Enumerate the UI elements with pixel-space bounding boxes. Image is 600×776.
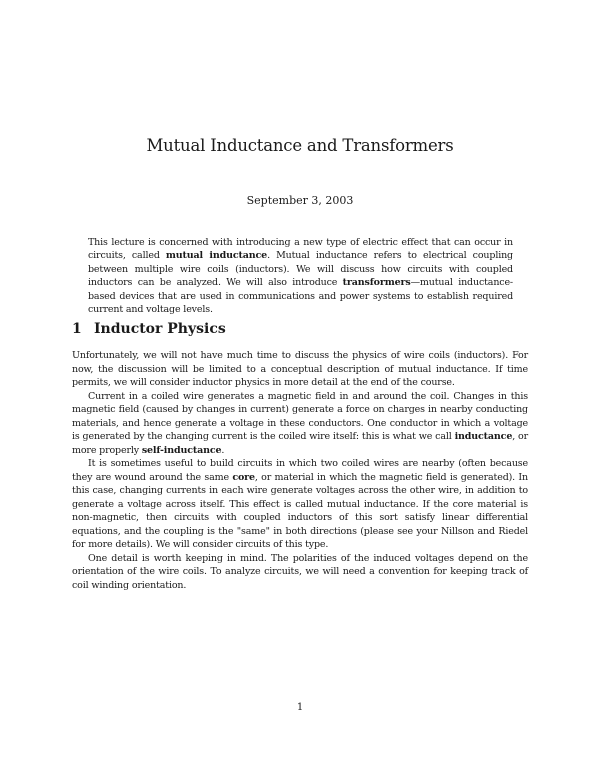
paragraph-3-text-2: , or material in which the magnetic field is generated). In this case, changing currents in each wire generate voltages across the other wire, in addition to generate a voltage across itself. This effect is called mutual inductance. If the core material is non-magnetic, then circuits with coupled inductors of this sort satisfy linear differential equations, and the coupling is the "same" in both directions (please see your Nillson and Riedel for more details). We will consider circuits of this type. [72,471,528,550]
paragraph-1: Unfortunately, we will not have much time to discuss the physics of wire coils (inductors). For now, the discussion will be limited to a conceptual description of mutual inductance. If time permits, we will consider inductor physics in more detail at the end of the course. [72,350,528,388]
term-mutual-inductance: mutual inductance [165,250,268,262]
paragraph-4: One detail is worth keeping in mind. The polarities of the induced voltages depend on the orientation of the wire coils. To analyze circuits, we will need a convention for keeping track of coil winding orientation. [72,552,528,591]
abstract-paragraph [88,236,513,316]
paragraph-2-text-1: Current in a coiled wire generates a magnetic field in and around the coil. Changes in this magnetic field (caused by changes in current) generate a force on charges in nearby conducting materials, and hence generate a voltage in these conductors. One conductor in which a voltage is generated by the changing current is the coiled wire itself: this is what we call [72,390,528,442]
paragraph-2-text-2: , or more properly [72,431,528,456]
abstract-text-1: This lecture is concerned with introducing a new type of electric effect that can occur in circuits, called [88,237,513,262]
section-body [72,349,528,592]
document-title: Mutual Inductance and Transformers [146,136,454,155]
section-heading [72,320,226,338]
section-title: Inductor Physics [94,321,226,337]
abstract-text-3: —mutual inductance-based devices that are used in communications and power systems to establish required current and voltage levels. [88,277,513,316]
term-self-inductance: self-inductance [141,444,222,456]
term-inductance: inductance [454,431,513,442]
term-core: core [232,471,255,483]
section-number: 1 [72,321,82,337]
document-date: September 3, 2003 [246,194,354,207]
paragraph-3 [72,457,528,552]
paragraph-2-text-3: . [221,444,225,456]
paragraph-3-text-1: It is sometimes useful to build circuits in which two coiled wires are nearby (often because they are wound around the same [72,458,528,483]
paragraph-2 [72,390,528,458]
term-transformers: transformers [342,277,411,289]
page-number: 1 [296,702,304,713]
abstract-text-2: . Mutual inductance refers to electrical coupling between multiple wire coils (inductors). We will discuss how circuits with coupled inductors can be analyzed. We will also introduce [88,250,513,289]
